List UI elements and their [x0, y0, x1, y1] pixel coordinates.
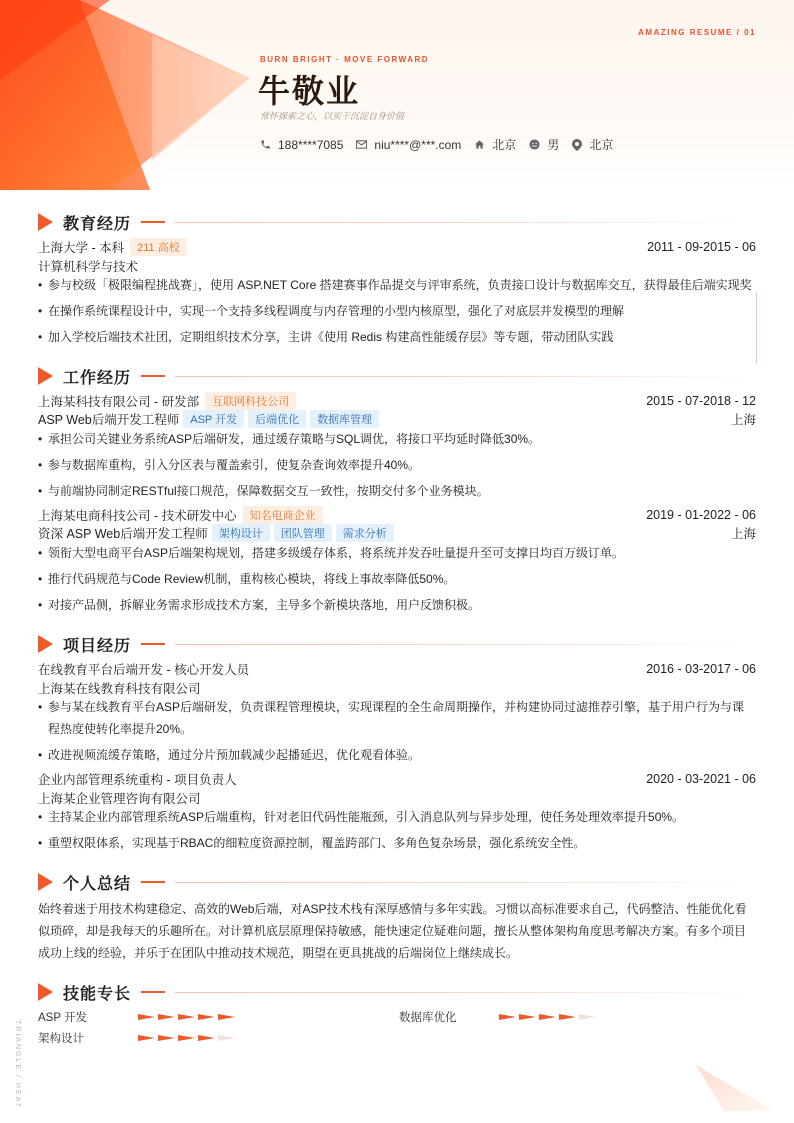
- skill-level: [138, 1014, 238, 1020]
- job-skill-tag: 团队管理: [274, 524, 332, 542]
- home-icon: [474, 139, 485, 150]
- skill-flag-icon: [218, 1035, 235, 1041]
- skill-item: [38, 1030, 238, 1046]
- job-skill-tag: 架构设计: [212, 524, 270, 542]
- project-period: 2016 - 03-2017 - 06: [646, 661, 756, 676]
- skill-flag-icon: [198, 1014, 215, 1020]
- skill-name: ASP 开发: [38, 1012, 87, 1024]
- section-divider: [175, 376, 756, 377]
- skill-item: [38, 1009, 238, 1025]
- job-company: 上海某电商科技公司 - 技术研发中心: [38, 508, 237, 523]
- section-title-text: 技能专长: [63, 985, 132, 1003]
- job-period: 2015 - 07-2018 - 12: [646, 393, 756, 408]
- footer-triangle-decoration: [694, 1063, 794, 1123]
- project-bullet: • 参与某在线教育平台ASP后端研发，负责课程管理模块，实现课程的全生命周期操作，并构建协同过滤推荐引擎，基于用户行为与课程热度使转化率提升20%。: [38, 696, 756, 740]
- section-divider: [175, 882, 756, 883]
- project-bullet: • 改进视频流缓存策略，通过分片预加载减少起播延迟，优化观看体验。: [38, 744, 756, 766]
- job-city: 上海: [730, 526, 756, 541]
- project-period: 2020 - 03-2021 - 06: [646, 771, 756, 786]
- section-title-text: 个人总结: [63, 875, 132, 893]
- contact-gender-text: 男: [547, 138, 560, 152]
- section-title-projects: [38, 634, 756, 654]
- project-org: 上海某企业管理咨询有限公司: [38, 792, 201, 806]
- education-bullet: • 在操作系统课程设计中，实现一个支持多线程调度与内存管理的小型内核原型，强化了对底层并发模型的理解: [38, 300, 756, 322]
- education-bullet: • 参与校级「极限编程挑战赛」，使用 ASP.NET Core 搭建赛事作品提交与评审系统，负责接口设计与数据库交互，获得最佳后端实现奖: [38, 274, 756, 296]
- section-dash: [141, 375, 165, 377]
- section-title-text: 项目经历: [63, 637, 132, 655]
- decor-vertical-line: [756, 292, 757, 364]
- skill-flag-icon: [559, 1014, 576, 1020]
- job-role-row: [38, 410, 756, 427]
- skill-item: [399, 1009, 599, 1025]
- skill-flag-icon: [218, 1014, 235, 1020]
- header-motto: BURN BRIGHT · MOVE FORWARD: [260, 55, 430, 64]
- job-header-row: [38, 392, 756, 409]
- education-school: 上海大学 - 本科: [38, 240, 125, 255]
- project-bullet: • 重塑权限体系，实现基于RBAC的细粒度资源控制，覆盖跨部门、多角色复杂场景，强化系统安全性。: [38, 832, 756, 854]
- side-vertical-text: TRIANGLE / HEAT: [14, 1020, 21, 1109]
- triangle-icon: [38, 367, 53, 385]
- contact-hometown: [474, 136, 516, 153]
- section-dash: [141, 643, 165, 645]
- smile-icon: [529, 139, 540, 150]
- section-title-education: [38, 212, 756, 232]
- job-skill-tag: 后端优化: [248, 410, 306, 428]
- section-dash: [141, 991, 165, 993]
- section-dash: [141, 881, 165, 883]
- mail-icon: [356, 140, 367, 149]
- skill-level: [138, 1035, 238, 1041]
- job-bullet: • 参与数据库重构，引入分区表与覆盖索引，使复杂查询效率提升40%。: [38, 454, 756, 476]
- skill-flag-icon: [579, 1014, 596, 1020]
- job-city: 上海: [730, 412, 756, 427]
- contact-phone: [260, 138, 343, 152]
- triangle-icon: [38, 213, 53, 231]
- job-badge: 互联网科技公司: [205, 392, 296, 410]
- skill-name: 数据库优化: [399, 1012, 457, 1024]
- section-title-skills: [38, 982, 756, 1002]
- triangle-icon: [38, 983, 53, 1001]
- skill-level: [499, 1014, 599, 1020]
- job-header-row: [38, 506, 756, 523]
- contact-info: [260, 136, 626, 153]
- contact-hometown-text: 北京: [492, 138, 517, 152]
- job-skill-tag: ASP 开发: [183, 410, 244, 428]
- job-role-row: [38, 524, 756, 541]
- job-company: 上海某科技有限公司 - 研发部: [38, 394, 200, 409]
- project-header-row: [38, 770, 756, 787]
- skill-flag-icon: [519, 1014, 536, 1020]
- skill-flag-icon: [158, 1035, 175, 1041]
- skill-flag-icon: [178, 1035, 195, 1041]
- summary-text: 始终着迷于用技术构建稳定、高效的Web后端，对ASP技术栈有深厚感情与多年实践。习惯以高标准要求自己，代码整洁、性能优化看似琐碎，却是我每天的乐趣所在。对计算机底层原理保持敏感，能快速定位疑难问题，擅长从整体架构角度思考解决方案。有多个项目成功上线的经验，并乐于在团队中推动技术规范，期望在更具挑战的后端岗位上继续成长。: [38, 902, 747, 960]
- job-skill-tag: 需求分析: [336, 524, 394, 542]
- job-badge: 知名电商企业: [243, 506, 323, 524]
- header-slogan: 常怀探索之心，以实干沉淀自身价值: [260, 111, 405, 121]
- project-name: 在线教育平台后端开发 - 核心开发人员: [38, 662, 250, 677]
- skill-flag-icon: [539, 1014, 556, 1020]
- education-header-row: [38, 238, 756, 255]
- triangle-icon: [38, 873, 53, 891]
- resume-top-tag: AMAZING RESUME / 01: [638, 28, 756, 37]
- education-major: 计算机科学与技术: [38, 260, 139, 274]
- skill-flag-icon: [138, 1014, 155, 1020]
- section-title-text: 工作经历: [63, 369, 132, 387]
- location-pin-icon: [572, 139, 582, 151]
- skill-flag-icon: [178, 1014, 195, 1020]
- skill-name: 架构设计: [38, 1033, 84, 1045]
- contact-email: [356, 138, 461, 152]
- contact-location: [572, 136, 613, 153]
- job-role: ASP Web后端开发工程师: [38, 412, 180, 427]
- section-title-work: [38, 366, 756, 386]
- job-role: 资深 ASP Web后端开发工程师: [38, 526, 208, 541]
- contact-phone-text: 188****7085: [278, 137, 344, 152]
- skill-flag-icon: [158, 1014, 175, 1020]
- job-bullet: • 对接产品侧，拆解业务需求形成技术方案，主导多个新模块落地，用户反馈积极。: [38, 594, 756, 616]
- contact-location-text: 北京: [589, 138, 614, 152]
- contact-gender: [529, 136, 559, 153]
- contact-email-text: niu****@***.com: [374, 137, 462, 152]
- project-bullet: • 主持某企业内部管理系统ASP后端重构，针对老旧代码性能瓶颈，引入消息队列与异步处理，使任务处理效率提升50%。: [38, 806, 756, 828]
- candidate-name: 牛敬业: [258, 73, 361, 109]
- education-period: 2011 - 09-2015 - 06: [647, 239, 756, 254]
- section-divider: [175, 992, 756, 993]
- job-skill-tag: 数据库管理: [310, 410, 379, 428]
- skill-flag-icon: [499, 1014, 516, 1020]
- phone-icon: [260, 139, 271, 150]
- project-header-row: [38, 660, 756, 677]
- job-bullet: • 领衔大型电商平台ASP后端架构规划，搭建多级缓存体系，将系统并发吞吐量提升至可支撑日均百万级订单。: [38, 542, 756, 564]
- job-bullet: • 推行代码规范与Code Review机制，重构核心模块，将线上事故率降低50%。: [38, 568, 756, 590]
- education-badge: 211 高校: [130, 238, 187, 256]
- section-divider: [175, 644, 756, 645]
- skill-flag-icon: [138, 1035, 155, 1041]
- section-title-summary: [38, 872, 756, 892]
- job-bullet: • 承担公司关键业务系统ASP后端研发，通过缓存策略与SQL调优，将接口平均延时降低30%。: [38, 428, 756, 450]
- education-bullet: • 加入学校后端技术社团，定期组织技术分享，主讲《使用 Redis 构建高性能缓存层》等专题，带动团队实践: [38, 326, 756, 348]
- project-org: 上海某在线教育科技有限公司: [38, 682, 201, 696]
- job-period: 2019 - 01-2022 - 06: [646, 507, 756, 522]
- skill-flag-icon: [198, 1035, 215, 1041]
- section-title-text: 教育经历: [63, 215, 132, 233]
- triangle-icon: [38, 635, 53, 653]
- section-dash: [141, 221, 165, 223]
- job-bullet: • 与前端协同制定RESTful接口规范，保障数据交互一致性，按期交付多个业务模块。: [38, 480, 756, 502]
- project-name: 企业内部管理系统重构 - 项目负责人: [38, 772, 237, 787]
- section-divider: [175, 222, 756, 223]
